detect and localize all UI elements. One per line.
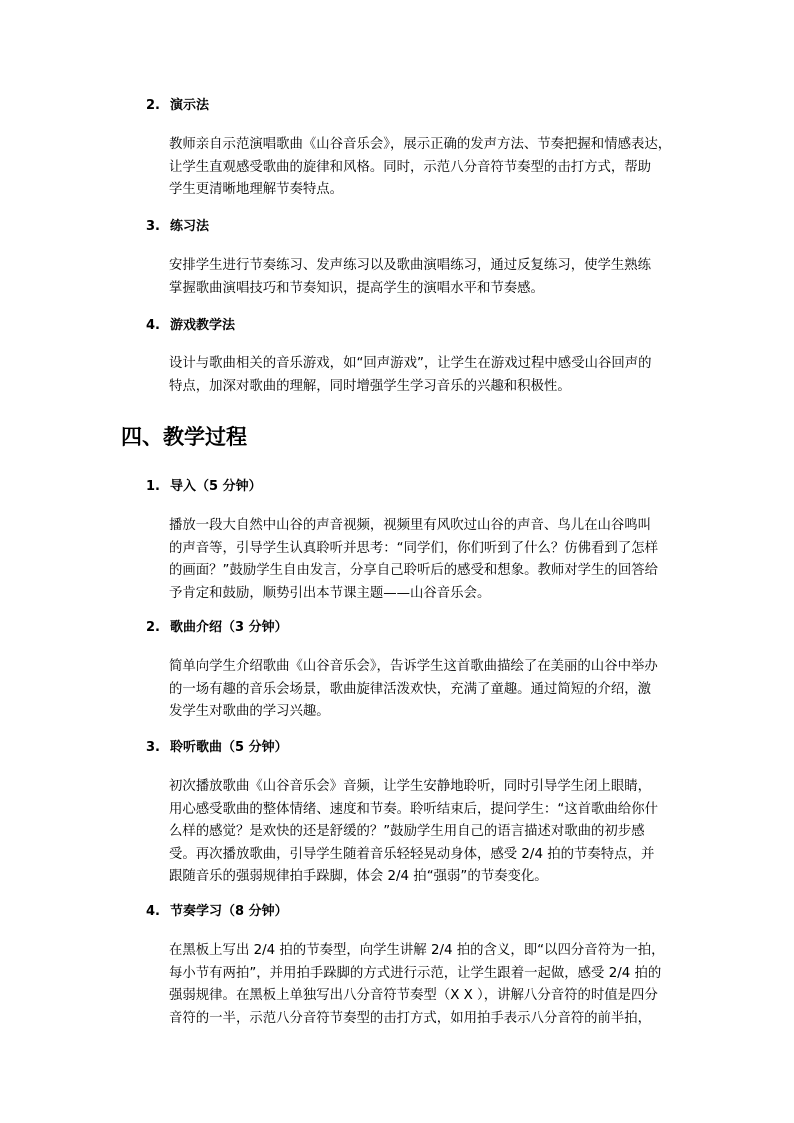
- paragraph-line: 特点，加深对歌曲的理解，同时增强学生学习音乐的兴趣和积极性。: [169, 378, 571, 394]
- list-heading: [146, 317, 235, 335]
- paragraph-line: 音符的一半，示范八分音符节奏型的击打方式，如用拍手表示八分音符的前半拍，: [169, 1010, 652, 1026]
- list-heading: [146, 97, 209, 115]
- paragraph: [169, 656, 689, 724]
- paragraph-line: 掌握歌曲演唱技巧和节奏知识，提高学生的演唱水平和节奏感。: [169, 280, 544, 296]
- paragraph-line: 予肯定和鼓励，顺势引出本节课主题——山谷音乐会。: [169, 585, 491, 601]
- paragraph-line: 教师亲自示范演唱歌曲《山谷音乐会》，展示正确的发声方法、节奏把握和情感表达，: [169, 137, 672, 152]
- paragraph-line: 的一场有趣的音乐会场景，歌曲旋律活泼欢快，充满了童趣。通过简短的介绍，激: [169, 681, 652, 697]
- section-heading: 四、教学过程: [121, 425, 247, 449]
- list-number: 3.: [146, 740, 160, 755]
- list-number: 2.: [146, 620, 160, 635]
- paragraph: [169, 255, 689, 300]
- list-title: 练习法: [170, 219, 210, 234]
- list-title: 歌曲介绍（3 分钟）: [170, 620, 288, 635]
- paragraph-line: 的声音等，引导学生认真聆听并思考：“同学们，你们听到了什么？仿佛看到了怎样: [169, 540, 658, 556]
- paragraph-line: 用心感受歌曲的整体情绪、速度和节奏。聆听结束后，提问学生：“这首歌曲给你什: [169, 801, 658, 817]
- paragraph: [169, 353, 689, 398]
- list-title: 节奏学习（8 分钟）: [170, 904, 288, 919]
- list-title: 聆听歌曲（5 分钟）: [170, 740, 288, 755]
- list-number: 3.: [146, 219, 160, 234]
- paragraph: [169, 515, 689, 605]
- paragraph-line: 跟随音乐的强弱规律拍手跺脚，体会 2/4 拍“强弱”的节奏变化。: [169, 869, 548, 884]
- paragraph-line: 的画面？”鼓励学生自由发言，分享自己聆听后的感受和想象。教师对学生的回答给: [169, 563, 658, 578]
- paragraph-line: 发学生对歌曲的学习兴趣。: [169, 704, 330, 719]
- list-heading: [146, 903, 288, 921]
- paragraph-line: 受。再次播放歌曲，引导学生随着音乐轻轻晃动身体，感受 2/4 拍的节奏特点，并: [169, 846, 655, 862]
- list-number: 4.: [146, 318, 160, 333]
- paragraph-line: 每小节有两拍”，并用拍手跺脚的方式进行示范，让学生跟着一起做，感受 2/4 拍的: [169, 965, 662, 981]
- paragraph-line: 播放一段大自然中山谷的声音视频，视频里有风吹过山谷的声音、鸟儿在山谷鸣叫: [169, 518, 652, 533]
- list-title: 演示法: [170, 98, 210, 113]
- list-title: 游戏教学法: [170, 318, 236, 333]
- paragraph-line: 学生更清晰地理解节奏特点。: [169, 182, 344, 197]
- paragraph: [169, 134, 689, 202]
- list-heading: [146, 619, 288, 637]
- paragraph-line: 强弱规律。在黑板上单独写出八分音符节奏型（X X ），讲解八分音符的时值是四分: [169, 988, 658, 1003]
- list-number: 1.: [146, 479, 160, 494]
- list-heading: [146, 739, 288, 757]
- paragraph-line: 初次播放歌曲《山谷音乐会》音频，让学生安静地聆听，同时引导学生闭上眼睛，: [169, 779, 652, 794]
- paragraph: [169, 776, 689, 889]
- list-title: 导入（5 分钟）: [170, 479, 262, 494]
- list-heading: [146, 478, 262, 496]
- paragraph-line: 让学生直观感受歌曲的旋律和风格。同时，示范八分音符节奏型的击打方式，帮助: [169, 159, 652, 175]
- paragraph-line: 安排学生进行节奏练习、发声练习以及歌曲演唱练习，通过反复练习，使学生熟练: [169, 258, 652, 273]
- paragraph-line: 设计与歌曲相关的音乐游戏，如“回声游戏”，让学生在游戏过程中感受山谷回声的: [169, 356, 652, 371]
- paragraph-line: 简单向学生介绍歌曲《山谷音乐会》，告诉学生这首歌曲描绘了在美丽的山谷中举办: [169, 659, 658, 674]
- list-number: 2.: [146, 98, 160, 113]
- list-number: 4.: [146, 904, 160, 919]
- paragraph: [169, 940, 689, 1030]
- paragraph-line: 么样的感觉？是欢快的还是舒缓的？”鼓励学生用自己的语言描述对歌曲的初步感: [169, 824, 645, 839]
- list-heading: [146, 218, 209, 236]
- paragraph-line: 在黑板上写出 2/4 拍的节奏型，向学生讲解 2/4 拍的含义，即“以四分音符为一拍，: [169, 943, 665, 958]
